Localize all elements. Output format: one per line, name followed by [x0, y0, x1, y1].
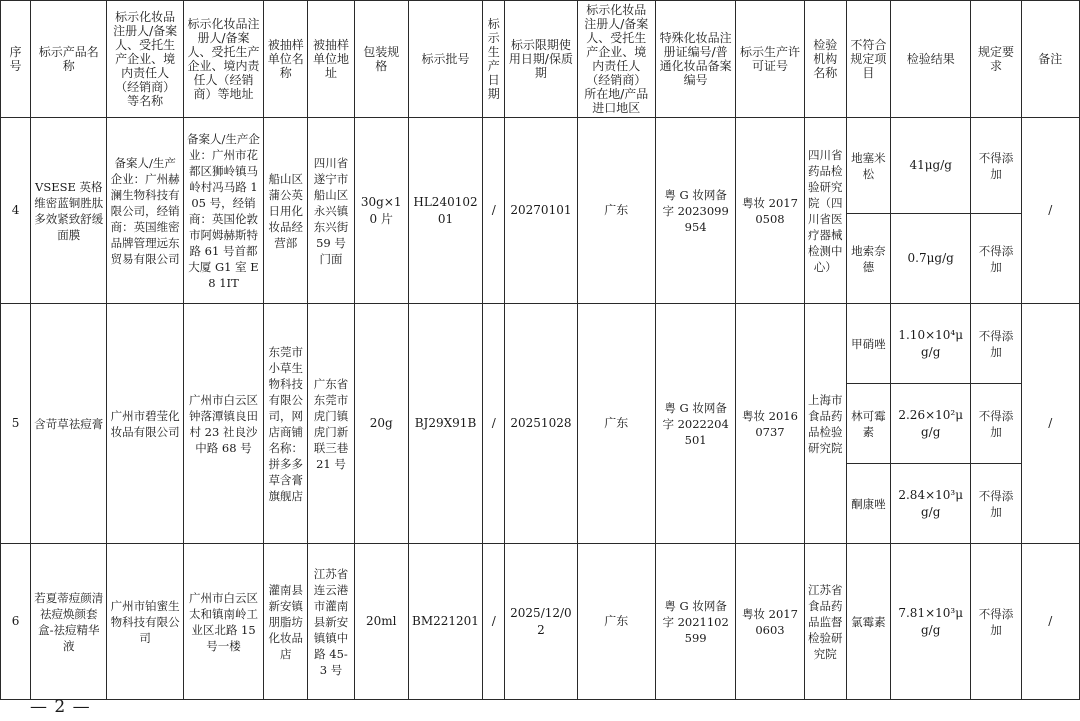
cert-cell: 粤 G 妆网备字 2022204501 — [655, 304, 735, 544]
requirement-cell: 不得添加 — [971, 544, 1021, 700]
item-cell: 甲硝唑 — [846, 304, 890, 384]
header-sampled-addr: 被抽样单位地址 — [308, 1, 354, 118]
product-cell: 若夏蒂痘颜清祛痘焕颜套盒-祛痘精华液 — [31, 544, 107, 700]
item-cell: 地塞米松 — [846, 118, 890, 214]
address-cell: 广州市白云区太和镇南岭工业区北路 15 号一楼 — [183, 544, 263, 700]
batch-cell: BJ29X91B — [408, 304, 482, 544]
requirement-cell: 不得添加 — [971, 118, 1021, 214]
requirement-cell: 不得添加 — [971, 214, 1021, 304]
item-cell: 氯霉素 — [846, 544, 890, 700]
cert-cell: 粤 G 妆网备字 2021102599 — [655, 544, 735, 700]
product-cell: VSESE 英格维密蓝铜胜肽多效紧致舒缓面膜 — [31, 118, 107, 304]
header-batch: 标示批号 — [408, 1, 482, 118]
agency-cell: 江苏省食品药品监督检验研究院 — [804, 544, 846, 700]
remark-cell: / — [1021, 304, 1079, 544]
item-cell: 酮康唑 — [846, 464, 890, 544]
requirement-cell: 不得添加 — [971, 464, 1021, 544]
expiry-cell: 20270101 — [505, 118, 577, 304]
sampled-addr-cell: 四川省遂宁市船山区永兴镇东兴街 59 号门面 — [308, 118, 354, 304]
origin-cell: 广东 — [577, 544, 655, 700]
sampled-unit-cell: 灌南县新安镇朋脂坊化妆品店 — [264, 544, 308, 700]
product-cell: 含苛草祛痘膏 — [31, 304, 107, 544]
registrant-cell: 广州市碧莹化妆品有限公司 — [107, 304, 183, 544]
header-result: 检验结果 — [891, 1, 971, 118]
license-cell: 粤妆 20170508 — [736, 118, 804, 304]
sampled-addr-cell: 广东省东莞市虎门镇虎门新联三巷 21 号 — [308, 304, 354, 544]
address-cell: 广州市白云区钟落潭镇良田村 23 社良沙中路 68 号 — [183, 304, 263, 544]
expiry-cell: 20251028 — [505, 304, 577, 544]
seq-cell: 5 — [1, 304, 31, 544]
result-cell: 2.26×10²μg/g — [891, 384, 971, 464]
origin-cell: 广东 — [577, 304, 655, 544]
registrant-cell: 广州市铂蜜生物科技有限公司 — [107, 544, 183, 700]
header-origin: 标示化妆品注册人/备案人、受托生产企业、境内责任人（经销商）所在地/产品进口地区 — [577, 1, 655, 118]
result-cell: 41μg/g — [891, 118, 971, 214]
expiry-cell: 2025/12/02 — [505, 544, 577, 700]
header-row — [1, 1, 1080, 118]
spec-cell: 20g — [354, 304, 408, 544]
table-row — [1, 304, 1080, 384]
batch-cell: HL24010201 — [408, 118, 482, 304]
license-cell: 粤妆 20160737 — [736, 304, 804, 544]
origin-cell: 广东 — [577, 118, 655, 304]
spec-cell: 30g×10 片 — [354, 118, 408, 304]
sampled-unit-cell: 船山区蒲公英日用化妆品经营部 — [264, 118, 308, 304]
result-cell: 1.10×10⁴μg/g — [891, 304, 971, 384]
header-remark: 备注 — [1021, 1, 1079, 118]
license-cell: 粤妆 20170603 — [736, 544, 804, 700]
agency-cell: 上海市食品药品检验研究院 — [804, 304, 846, 544]
header-license: 标示生产许可证号 — [736, 1, 804, 118]
table-row — [1, 118, 1080, 214]
header-expiry: 标示限期使用日期/保质期 — [505, 1, 577, 118]
remark-cell: / — [1021, 544, 1079, 700]
result-cell: 2.84×10³μg/g — [891, 464, 971, 544]
prod-date-cell: / — [483, 544, 505, 700]
header-agency: 检验机构名称 — [804, 1, 846, 118]
header-sampled-unit: 被抽样单位名称 — [264, 1, 308, 118]
header-cert: 特殊化妆品注册证编号/普通化妆品备案编号 — [655, 1, 735, 118]
table-row — [1, 544, 1080, 700]
header-prod-date: 标示生产日期 — [483, 1, 505, 118]
header-product: 标示产品名称 — [31, 1, 107, 118]
header-registrant: 标示化妆品注册人/备案人、受托生产企业、境内责任人（经销商）等名称 — [107, 1, 183, 118]
agency-cell: 四川省药品检验研究院（四川省医疗器械检测中心） — [804, 118, 846, 304]
cert-cell: 粤 G 妆网备字 2023099954 — [655, 118, 735, 304]
header-item: 不符合规定项目 — [846, 1, 890, 118]
address-cell: 备案人/生产企业：广州市花都区狮岭镇马岭村冯马路 105 号，经销商：英国伦敦市阿姆赫斯特路 61 号首都大厦 G1 室 E8 1IT — [183, 118, 263, 304]
registrant-cell: 备案人/生产企业：广州赫澜生物科技有限公司，经销商：英国维密品牌管理远东贸易有限公司 — [107, 118, 183, 304]
seq-cell: 4 — [1, 118, 31, 304]
spec-cell: 20ml — [354, 544, 408, 700]
item-cell: 林可霉素 — [846, 384, 890, 464]
remark-cell: / — [1021, 118, 1079, 304]
prod-date-cell: / — [483, 304, 505, 544]
prod-date-cell: / — [483, 118, 505, 304]
seq-cell: 6 — [1, 544, 31, 700]
header-requirement: 规定要求 — [971, 1, 1021, 118]
item-cell: 地索奈德 — [846, 214, 890, 304]
result-cell: 0.7μg/g — [891, 214, 971, 304]
sampled-addr-cell: 江苏省连云港市灌南县新安镇镇中路 45-3 号 — [308, 544, 354, 700]
header-address: 标示化妆品注册人/备案人、受托生产企业、境内责任人（经销商）等地址 — [183, 1, 263, 118]
batch-cell: BM221201 — [408, 544, 482, 700]
result-cell: 7.81×10³μg/g — [891, 544, 971, 700]
requirement-cell: 不得添加 — [971, 384, 1021, 464]
header-seq: 序号 — [1, 1, 31, 118]
header-spec: 包装规格 — [354, 1, 408, 118]
sampled-unit-cell: 东莞市小草生物科技有限公司，网店商铺名称：拼多多草含膏旗舰店 — [264, 304, 308, 544]
requirement-cell: 不得添加 — [971, 304, 1021, 384]
page-number: — 2 — — [30, 697, 91, 717]
